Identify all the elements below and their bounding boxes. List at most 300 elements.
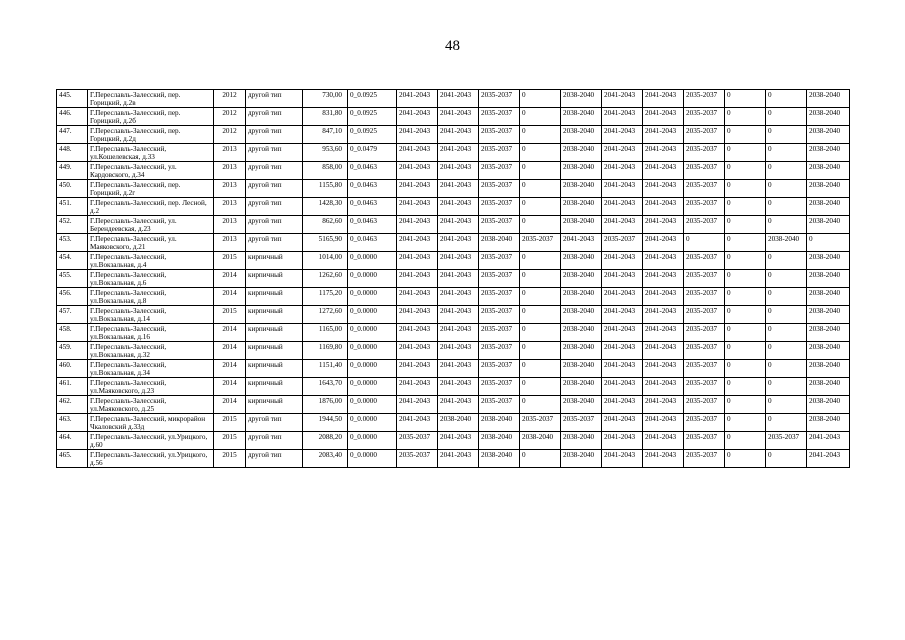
- period-8-cell: 2035-2037: [684, 216, 725, 234]
- period-4-cell: 0: [520, 288, 561, 306]
- period-9-cell: 0: [725, 216, 766, 234]
- period-2-cell: 2041-2043: [438, 90, 479, 108]
- wall-type-cell: кирпичный: [246, 306, 303, 324]
- period-11-cell: 2041-2043: [807, 432, 850, 450]
- wear-index-cell: 0_0.0000: [348, 378, 397, 396]
- wear-index-cell: 0_0.0000: [348, 396, 397, 414]
- period-6-cell: 2041-2043: [602, 270, 643, 288]
- period-1-cell: 2041-2043: [397, 378, 438, 396]
- period-7-cell: 2041-2043: [643, 144, 684, 162]
- floor-area-cell: 953,60: [303, 144, 348, 162]
- wear-index-cell: 0_0.0463: [348, 198, 397, 216]
- period-9-cell: 0: [725, 90, 766, 108]
- build-year-cell: 2012: [214, 90, 246, 108]
- period-6-cell: 2041-2043: [602, 198, 643, 216]
- row-number-cell: 456.: [57, 288, 88, 306]
- period-3-cell: 2035-2037: [479, 288, 520, 306]
- address-cell: Г.Переславль-Залесский, ул.Вокзальная, д.32: [88, 342, 214, 360]
- floor-area-cell: 847,10: [303, 126, 348, 144]
- period-1-cell: 2041-2043: [397, 342, 438, 360]
- wear-index-cell: 0_0.0000: [348, 414, 397, 432]
- build-year-cell: 2014: [214, 324, 246, 342]
- floor-area-cell: 2083,40: [303, 450, 348, 468]
- table-row: [57, 108, 850, 126]
- period-8-cell: 2035-2037: [684, 342, 725, 360]
- period-1-cell: 2041-2043: [397, 396, 438, 414]
- period-3-cell: 2035-2037: [479, 162, 520, 180]
- period-2-cell: 2041-2043: [438, 288, 479, 306]
- wall-type-cell: кирпичный: [246, 324, 303, 342]
- row-number-cell: 447.: [57, 126, 88, 144]
- wear-index-cell: 0_0.0000: [348, 324, 397, 342]
- period-9-cell: 0: [725, 234, 766, 252]
- housing-register-table: [56, 89, 850, 468]
- period-11-cell: 2038-2040: [807, 108, 850, 126]
- period-3-cell: 2035-2037: [479, 180, 520, 198]
- period-1-cell: 2041-2043: [397, 324, 438, 342]
- wall-type-cell: кирпичный: [246, 342, 303, 360]
- build-year-cell: 2013: [214, 198, 246, 216]
- wall-type-cell: кирпичный: [246, 252, 303, 270]
- period-11-cell: 2038-2040: [807, 396, 850, 414]
- period-2-cell: 2041-2043: [438, 378, 479, 396]
- period-4-cell: 2035-2037: [520, 414, 561, 432]
- table-row: [57, 144, 850, 162]
- period-1-cell: 2041-2043: [397, 108, 438, 126]
- period-10-cell: 0: [766, 378, 807, 396]
- period-4-cell: 0: [520, 180, 561, 198]
- period-5-cell: 2038-2040: [561, 396, 602, 414]
- period-11-cell: 2038-2040: [807, 252, 850, 270]
- row-number-cell: 448.: [57, 144, 88, 162]
- period-5-cell: 2038-2040: [561, 450, 602, 468]
- wear-index-cell: 0_0.0463: [348, 162, 397, 180]
- build-year-cell: 2013: [214, 144, 246, 162]
- period-4-cell: 0: [520, 378, 561, 396]
- row-number-cell: 449.: [57, 162, 88, 180]
- table-row: [57, 306, 850, 324]
- period-3-cell: 2038-2040: [479, 414, 520, 432]
- period-1-cell: 2041-2043: [397, 162, 438, 180]
- period-5-cell: 2038-2040: [561, 306, 602, 324]
- table-row: [57, 198, 850, 216]
- period-8-cell: 2035-2037: [684, 144, 725, 162]
- row-number-cell: 454.: [57, 252, 88, 270]
- wall-type-cell: другой тип: [246, 450, 303, 468]
- row-number-cell: 451.: [57, 198, 88, 216]
- period-2-cell: 2041-2043: [438, 144, 479, 162]
- period-4-cell: 0: [520, 324, 561, 342]
- wall-type-cell: другой тип: [246, 414, 303, 432]
- period-2-cell: 2041-2043: [438, 234, 479, 252]
- period-7-cell: 2041-2043: [643, 108, 684, 126]
- floor-area-cell: 831,80: [303, 108, 348, 126]
- period-1-cell: 2041-2043: [397, 90, 438, 108]
- period-1-cell: 2041-2043: [397, 126, 438, 144]
- period-9-cell: 0: [725, 396, 766, 414]
- period-8-cell: 2035-2037: [684, 198, 725, 216]
- floor-area-cell: 1014,00: [303, 252, 348, 270]
- period-3-cell: 2035-2037: [479, 198, 520, 216]
- table-row: [57, 324, 850, 342]
- wall-type-cell: другой тип: [246, 144, 303, 162]
- period-9-cell: 0: [725, 342, 766, 360]
- period-11-cell: 2038-2040: [807, 360, 850, 378]
- wear-index-cell: 0_0.0000: [348, 342, 397, 360]
- period-5-cell: 2038-2040: [561, 144, 602, 162]
- table-row: [57, 360, 850, 378]
- period-5-cell: 2038-2040: [561, 216, 602, 234]
- period-1-cell: 2041-2043: [397, 414, 438, 432]
- wall-type-cell: другой тип: [246, 432, 303, 450]
- period-10-cell: 0: [766, 126, 807, 144]
- row-number-cell: 445.: [57, 90, 88, 108]
- row-number-cell: 459.: [57, 342, 88, 360]
- period-6-cell: 2035-2037: [602, 234, 643, 252]
- wall-type-cell: другой тип: [246, 162, 303, 180]
- address-cell: Г.Переславль-Залесский, ул.Кошелевская, д.33: [88, 144, 214, 162]
- period-10-cell: 0: [766, 342, 807, 360]
- table-row: [57, 180, 850, 198]
- period-9-cell: 0: [725, 306, 766, 324]
- address-cell: Г.Переславль-Залесский, пер. Лесной, д.2: [88, 198, 214, 216]
- period-9-cell: 0: [725, 126, 766, 144]
- period-6-cell: 2041-2043: [602, 450, 643, 468]
- wear-index-cell: 0_0.0000: [348, 360, 397, 378]
- period-3-cell: 2035-2037: [479, 360, 520, 378]
- period-6-cell: 2041-2043: [602, 252, 643, 270]
- row-number-cell: 461.: [57, 378, 88, 396]
- table-row: [57, 252, 850, 270]
- build-year-cell: 2012: [214, 126, 246, 144]
- build-year-cell: 2015: [214, 450, 246, 468]
- period-8-cell: 2035-2037: [684, 180, 725, 198]
- period-11-cell: 2038-2040: [807, 180, 850, 198]
- period-2-cell: 2041-2043: [438, 252, 479, 270]
- period-4-cell: 0: [520, 270, 561, 288]
- wall-type-cell: другой тип: [246, 198, 303, 216]
- period-5-cell: 2038-2040: [561, 252, 602, 270]
- period-2-cell: 2041-2043: [438, 396, 479, 414]
- period-3-cell: 2035-2037: [479, 396, 520, 414]
- address-cell: Г.Переславль-Залесский, пер. Горицкий, д.2г: [88, 180, 214, 198]
- address-cell: Г.Переславль-Залесский, ул.Вокзальная, д.8: [88, 288, 214, 306]
- period-8-cell: 2035-2037: [684, 432, 725, 450]
- period-8-cell: 2035-2037: [684, 108, 725, 126]
- wall-type-cell: другой тип: [246, 90, 303, 108]
- address-cell: Г.Переславль-Залесский, пер. Горицкий, д.2в: [88, 90, 214, 108]
- row-number-cell: 457.: [57, 306, 88, 324]
- period-5-cell: 2038-2040: [561, 270, 602, 288]
- build-year-cell: 2014: [214, 396, 246, 414]
- table-row: [57, 270, 850, 288]
- address-cell: Г.Переславль-Залесский, ул.Вокзальная, д.6: [88, 270, 214, 288]
- build-year-cell: 2014: [214, 288, 246, 306]
- row-number-cell: 450.: [57, 180, 88, 198]
- period-9-cell: 0: [725, 450, 766, 468]
- build-year-cell: 2015: [214, 252, 246, 270]
- period-6-cell: 2041-2043: [602, 378, 643, 396]
- floor-area-cell: 1155,80: [303, 180, 348, 198]
- period-4-cell: 2038-2040: [520, 432, 561, 450]
- period-2-cell: 2041-2043: [438, 432, 479, 450]
- period-10-cell: 0: [766, 90, 807, 108]
- period-1-cell: 2041-2043: [397, 270, 438, 288]
- table-row: [57, 288, 850, 306]
- table-row: [57, 234, 850, 252]
- build-year-cell: 2012: [214, 108, 246, 126]
- period-7-cell: 2041-2043: [643, 234, 684, 252]
- table-row: [57, 126, 850, 144]
- period-5-cell: 2038-2040: [561, 126, 602, 144]
- row-number-cell: 460.: [57, 360, 88, 378]
- row-number-cell: 458.: [57, 324, 88, 342]
- wear-index-cell: 0_0.0000: [348, 270, 397, 288]
- floor-area-cell: 2088,20: [303, 432, 348, 450]
- period-3-cell: 2035-2037: [479, 270, 520, 288]
- floor-area-cell: 1262,60: [303, 270, 348, 288]
- period-7-cell: 2041-2043: [643, 216, 684, 234]
- build-year-cell: 2013: [214, 234, 246, 252]
- wear-index-cell: 0_0.0925: [348, 108, 397, 126]
- period-2-cell: 2041-2043: [438, 126, 479, 144]
- build-year-cell: 2014: [214, 270, 246, 288]
- table-row: [57, 396, 850, 414]
- period-10-cell: 0: [766, 180, 807, 198]
- period-11-cell: 2038-2040: [807, 162, 850, 180]
- period-3-cell: 2035-2037: [479, 306, 520, 324]
- address-cell: Г.Переславль-Залесский, пер. Горицкий, д.2б: [88, 108, 214, 126]
- period-8-cell: 2035-2037: [684, 414, 725, 432]
- period-9-cell: 0: [725, 252, 766, 270]
- period-3-cell: 2035-2037: [479, 342, 520, 360]
- period-3-cell: 2035-2037: [479, 90, 520, 108]
- period-8-cell: 2035-2037: [684, 90, 725, 108]
- period-11-cell: 2038-2040: [807, 144, 850, 162]
- row-number-cell: 462.: [57, 396, 88, 414]
- period-11-cell: 2038-2040: [807, 324, 850, 342]
- period-10-cell: 0: [766, 306, 807, 324]
- period-6-cell: 2041-2043: [602, 396, 643, 414]
- wear-index-cell: 0_0.0000: [348, 450, 397, 468]
- period-5-cell: 2038-2040: [561, 324, 602, 342]
- period-2-cell: 2041-2043: [438, 108, 479, 126]
- period-5-cell: 2041-2043: [561, 234, 602, 252]
- period-9-cell: 0: [725, 378, 766, 396]
- period-2-cell: 2041-2043: [438, 216, 479, 234]
- period-9-cell: 0: [725, 360, 766, 378]
- period-10-cell: 0: [766, 450, 807, 468]
- period-2-cell: 2041-2043: [438, 270, 479, 288]
- period-7-cell: 2041-2043: [643, 414, 684, 432]
- period-9-cell: 0: [725, 198, 766, 216]
- floor-area-cell: 862,60: [303, 216, 348, 234]
- period-11-cell: 2038-2040: [807, 342, 850, 360]
- period-2-cell: 2038-2040: [438, 414, 479, 432]
- address-cell: Г.Переславль-Залесский, пер. Горицкий, д.2д: [88, 126, 214, 144]
- floor-area-cell: 1428,30: [303, 198, 348, 216]
- period-10-cell: 2035-2037: [766, 432, 807, 450]
- period-11-cell: 2038-2040: [807, 270, 850, 288]
- address-cell: Г.Переславль-Залесский, ул.Маяковского, д.23: [88, 378, 214, 396]
- period-11-cell: 0: [807, 234, 850, 252]
- period-7-cell: 2041-2043: [643, 324, 684, 342]
- period-7-cell: 2041-2043: [643, 162, 684, 180]
- period-10-cell: 0: [766, 252, 807, 270]
- build-year-cell: 2013: [214, 180, 246, 198]
- period-1-cell: 2041-2043: [397, 306, 438, 324]
- row-number-cell: 465.: [57, 450, 88, 468]
- wall-type-cell: другой тип: [246, 180, 303, 198]
- period-8-cell: 2035-2037: [684, 306, 725, 324]
- period-8-cell: 2035-2037: [684, 270, 725, 288]
- row-number-cell: 464.: [57, 432, 88, 450]
- period-1-cell: 2041-2043: [397, 252, 438, 270]
- period-2-cell: 2041-2043: [438, 162, 479, 180]
- period-11-cell: 2038-2040: [807, 288, 850, 306]
- period-4-cell: 2035-2037: [520, 234, 561, 252]
- period-6-cell: 2041-2043: [602, 108, 643, 126]
- row-number-cell: 446.: [57, 108, 88, 126]
- period-5-cell: 2038-2040: [561, 360, 602, 378]
- wear-index-cell: 0_0.0925: [348, 126, 397, 144]
- period-5-cell: 2038-2040: [561, 378, 602, 396]
- period-4-cell: 0: [520, 90, 561, 108]
- period-6-cell: 2041-2043: [602, 360, 643, 378]
- period-4-cell: 0: [520, 360, 561, 378]
- period-8-cell: 2035-2037: [684, 450, 725, 468]
- period-4-cell: 0: [520, 198, 561, 216]
- period-8-cell: 2035-2037: [684, 324, 725, 342]
- period-10-cell: 0: [766, 396, 807, 414]
- period-9-cell: 0: [725, 324, 766, 342]
- period-7-cell: 2041-2043: [643, 90, 684, 108]
- period-4-cell: 0: [520, 108, 561, 126]
- period-6-cell: 2041-2043: [602, 162, 643, 180]
- floor-area-cell: 730,00: [303, 90, 348, 108]
- period-3-cell: 2035-2037: [479, 108, 520, 126]
- period-4-cell: 0: [520, 144, 561, 162]
- period-4-cell: 0: [520, 162, 561, 180]
- table-row: [57, 432, 850, 450]
- period-9-cell: 0: [725, 432, 766, 450]
- period-5-cell: 2038-2040: [561, 90, 602, 108]
- period-7-cell: 2041-2043: [643, 252, 684, 270]
- row-number-cell: 455.: [57, 270, 88, 288]
- period-8-cell: 2035-2037: [684, 288, 725, 306]
- period-1-cell: 2041-2043: [397, 198, 438, 216]
- period-2-cell: 2041-2043: [438, 360, 479, 378]
- period-4-cell: 0: [520, 306, 561, 324]
- period-6-cell: 2041-2043: [602, 180, 643, 198]
- wear-index-cell: 0_0.0463: [348, 180, 397, 198]
- wall-type-cell: другой тип: [246, 108, 303, 126]
- period-11-cell: 2038-2040: [807, 378, 850, 396]
- period-9-cell: 0: [725, 414, 766, 432]
- period-5-cell: 2038-2040: [561, 162, 602, 180]
- period-11-cell: 2041-2043: [807, 450, 850, 468]
- wear-index-cell: 0_0.0000: [348, 288, 397, 306]
- period-10-cell: 0: [766, 360, 807, 378]
- period-3-cell: 2035-2037: [479, 378, 520, 396]
- floor-area-cell: 1272,60: [303, 306, 348, 324]
- period-2-cell: 2041-2043: [438, 324, 479, 342]
- period-6-cell: 2041-2043: [602, 126, 643, 144]
- period-5-cell: 2038-2040: [561, 432, 602, 450]
- period-6-cell: 2041-2043: [602, 144, 643, 162]
- period-4-cell: 0: [520, 396, 561, 414]
- period-7-cell: 2041-2043: [643, 342, 684, 360]
- period-3-cell: 2038-2040: [479, 432, 520, 450]
- wear-index-cell: 0_0.0000: [348, 252, 397, 270]
- period-7-cell: 2041-2043: [643, 432, 684, 450]
- address-cell: Г.Переславль-Залесский, ул.Вокзальная, д.4: [88, 252, 214, 270]
- floor-area-cell: 858,00: [303, 162, 348, 180]
- floor-area-cell: 1165,00: [303, 324, 348, 342]
- period-8-cell: 2035-2037: [684, 378, 725, 396]
- build-year-cell: 2015: [214, 432, 246, 450]
- period-5-cell: 2038-2040: [561, 342, 602, 360]
- wall-type-cell: другой тип: [246, 126, 303, 144]
- period-10-cell: 0: [766, 144, 807, 162]
- wall-type-cell: кирпичный: [246, 378, 303, 396]
- period-5-cell: 2038-2040: [561, 108, 602, 126]
- period-6-cell: 2041-2043: [602, 90, 643, 108]
- build-year-cell: 2013: [214, 216, 246, 234]
- table-row: [57, 90, 850, 108]
- period-7-cell: 2041-2043: [643, 126, 684, 144]
- wall-type-cell: кирпичный: [246, 270, 303, 288]
- table-row: [57, 450, 850, 468]
- period-3-cell: 2035-2037: [479, 252, 520, 270]
- period-9-cell: 0: [725, 144, 766, 162]
- period-11-cell: 2038-2040: [807, 126, 850, 144]
- period-9-cell: 0: [725, 270, 766, 288]
- period-4-cell: 0: [520, 342, 561, 360]
- period-3-cell: 2038-2040: [479, 234, 520, 252]
- build-year-cell: 2013: [214, 162, 246, 180]
- period-9-cell: 0: [725, 162, 766, 180]
- period-2-cell: 2041-2043: [438, 306, 479, 324]
- floor-area-cell: 1944,50: [303, 414, 348, 432]
- wall-type-cell: кирпичный: [246, 396, 303, 414]
- period-7-cell: 2041-2043: [643, 396, 684, 414]
- floor-area-cell: 1169,80: [303, 342, 348, 360]
- floor-area-cell: 1643,70: [303, 378, 348, 396]
- period-6-cell: 2041-2043: [602, 288, 643, 306]
- address-cell: Г.Переславль-Залесский, ул.Урицкого, д.56: [88, 450, 214, 468]
- wear-index-cell: 0_0.0463: [348, 216, 397, 234]
- address-cell: Г.Переславль-Залесский, ул. Кардовского, д.34: [88, 162, 214, 180]
- period-7-cell: 2041-2043: [643, 450, 684, 468]
- table-row: [57, 342, 850, 360]
- period-6-cell: 2041-2043: [602, 342, 643, 360]
- wear-index-cell: 0_0.0479: [348, 144, 397, 162]
- period-10-cell: 0: [766, 288, 807, 306]
- wall-type-cell: кирпичный: [246, 288, 303, 306]
- period-7-cell: 2041-2043: [643, 378, 684, 396]
- period-8-cell: 2035-2037: [684, 162, 725, 180]
- wall-type-cell: другой тип: [246, 234, 303, 252]
- wear-index-cell: 0_0.0000: [348, 306, 397, 324]
- period-9-cell: 0: [725, 108, 766, 126]
- build-year-cell: 2014: [214, 378, 246, 396]
- period-11-cell: 2038-2040: [807, 306, 850, 324]
- table-row: [57, 162, 850, 180]
- period-3-cell: 2035-2037: [479, 144, 520, 162]
- period-1-cell: 2035-2037: [397, 450, 438, 468]
- period-10-cell: 0: [766, 198, 807, 216]
